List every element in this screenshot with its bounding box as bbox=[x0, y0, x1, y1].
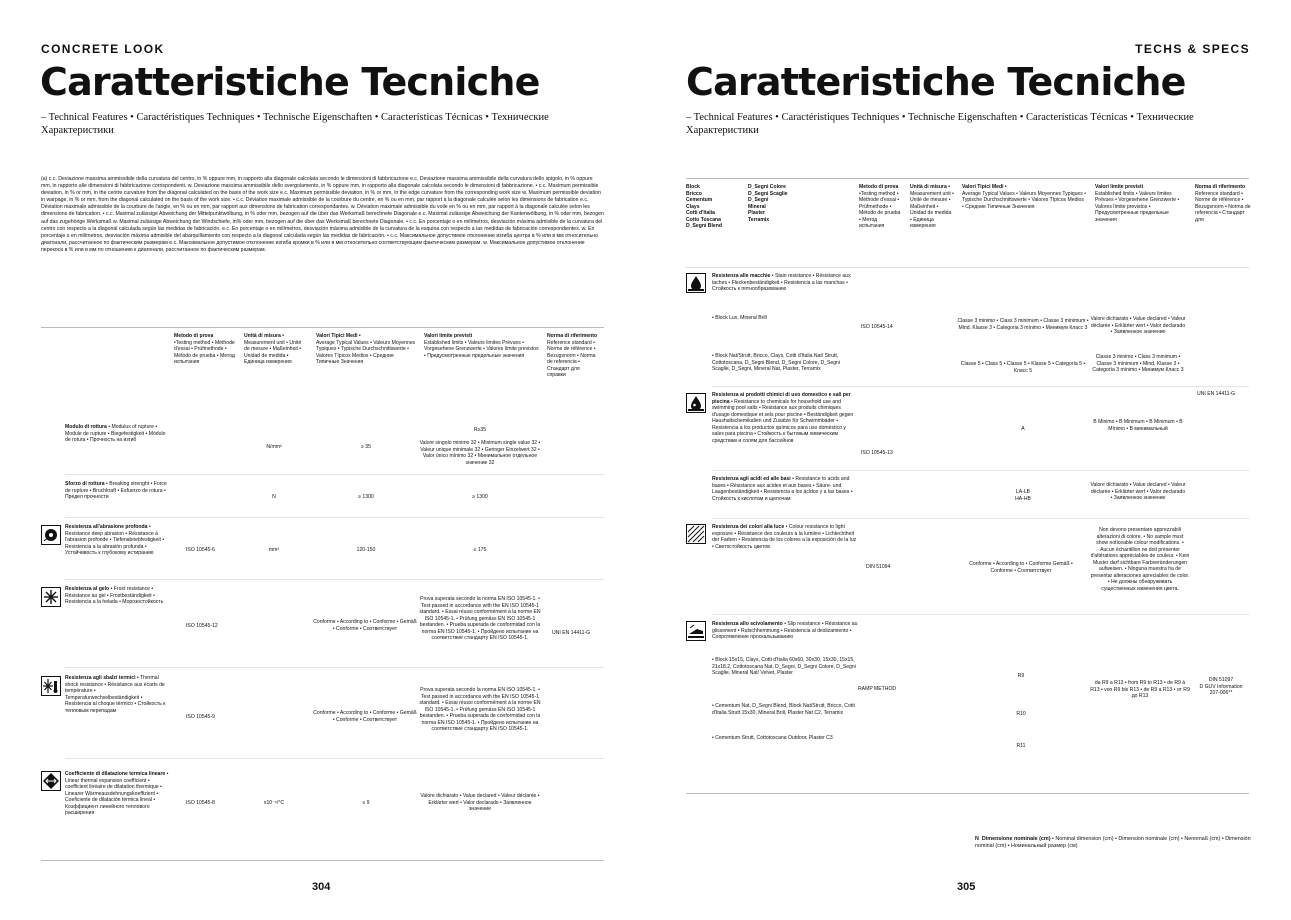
page-number: 305 bbox=[957, 881, 976, 893]
row-divider bbox=[65, 758, 604, 759]
table-bottom-rule bbox=[686, 793, 1249, 794]
limit-value: Classe 3 minimo • Class 3 minimum • Classe 3 minimum • Mind. Klasse 3 • Categoría 3 mínimo • Минимум Класс 3 bbox=[1092, 354, 1184, 373]
typical-value: Classe 5 • Class 5 • Classe 5 • Klasse 5 • Categoría 5 • Класс 5 bbox=[960, 361, 1086, 374]
slip-icon bbox=[686, 621, 706, 641]
limit-value: da R9 a R13 • from R9 to R13 • de R9 à R13 • von R9 bis R13 • de R9 a R13 • от R9 до R13 bbox=[1090, 680, 1190, 699]
thermal-shock-icon bbox=[41, 676, 61, 696]
header-limit: Valori limite previsti Established limits • Valeurs limites Prévues • Vorgesehene Grenzwerte • Valores límite previstos • Предусмотренные предельные значения bbox=[1095, 184, 1180, 223]
slip-product-group-3: • Cementum Strutt, Cottotoscana Outdoor, Plaster C3 bbox=[712, 735, 833, 741]
header-norm: Norma di riferimento Reference standard • Norme de référence • Bezugsnorm • Norma de referencia • Стандарт для справки bbox=[547, 333, 598, 378]
header-limit: Valori limite previsti Established limits • Valeurs limites Prévues • Vorgesehene Grenzwerte • Valores límite previstos • Предусмотренные предельные значения bbox=[424, 333, 539, 359]
typical-value: A bbox=[1021, 426, 1025, 432]
left-page bbox=[0, 0, 645, 920]
method-value: RAMP METHOD bbox=[858, 686, 897, 692]
limit-value: Prova superata secondo la norma EN ISO 10545-1. • Test passed in accordance with the EN ISO 10545-1 standard. • Essai réussi conformément à la norme EN ISO 10545-1. • Prüfung gemäss EN ISO 10545-1 bestanden. • Prueba superada de conformidad con la norma EN ISO 10545-1. • Пройдено испытание на соответствие стандарту EN ISO 10545-1. bbox=[419, 687, 541, 732]
limit-value: Valore singolo minimo 32 • Minimum single value 32 • Valeur unique minimale 32 • Geringer Einzelwert 32 • Valor único mínimo 32 • Минимальное отдельное значение 32 bbox=[419, 440, 541, 466]
row-divider bbox=[712, 470, 1249, 471]
norm-value: UNI EN 14411-G bbox=[552, 630, 591, 636]
header-unit: Unità di misura • Measurement unit • Unité de mesure • Maßeinheit • Unidad de medida • Единица измерения bbox=[910, 184, 954, 229]
stain-product-group-2: • Block Nat/Strutt, Bricco, Clays, Cotti d'Italia Nat/ Strutt, Cottotoscana, D_Segni Blend, D_Segni Colore, D_Segni Scaglie, D_Segni, Mineral Nat, Plaster, Terramix bbox=[712, 353, 840, 372]
table-top-rule bbox=[686, 178, 1249, 179]
property-light-resistance: Resistenza dei colori alla luce • Colour resistance to light exposure • Résistance des couleurs à la lumière • Lichtechtheit der Farben • Resistencia de los colores a la exposición de la luz • Светостойкость цветов bbox=[712, 524, 857, 550]
row-divider bbox=[712, 614, 1249, 615]
limit-value: Non devono presentare apprezzabili alterazioni di colore. • No sample must show noticeable colour modifications. • Aucun échantillon ne doit présenter d'altérations appréciables de couleur. • Kein Muster darf sichtbare Farbveränderungen aufweisen. • Ninguna muestra ha de presentar alteraciones apreciables de color. • Не должны обнаруживать существенных изменения цвета. bbox=[1090, 527, 1190, 592]
typical-value: Conforme • According to • Conforme • Gemäß • Conforme • Соответствует bbox=[313, 619, 417, 632]
table-bottom-rule bbox=[41, 860, 604, 861]
limit-value: B Minimo • B Minimum • B Minimum • B Mínimo • B минимальный bbox=[1093, 419, 1183, 432]
chemical-icon bbox=[686, 393, 706, 413]
right-page bbox=[646, 0, 1291, 920]
typical-value: Classe 3 minimo • Class 3 minimum • Classe 3 minimum • Mind. Klasse 3 • Categoria 3 mínimo • Минимум Класс 3 bbox=[957, 318, 1089, 331]
method-value: ISO 10545-13 bbox=[861, 450, 893, 456]
page-title: Caratteristiche Tecniche bbox=[686, 60, 1186, 104]
method-value: ISO 10545-12 bbox=[186, 623, 218, 629]
property-chemical-resistance: Resistenza ai prodotti chimici di uso domestico e sali per piscina • Resistance to chemicals for household use and swimming pool salts • Resistance aux produits chimiques d'usage domestique et sels pour piscine • Beständigkeit gegen Haushaltschemikalien und Zusätze für Schwimmbäder • Resistencia a los productos químicos para uso doméstico y sales para piscina • Стойкость к бытовым химическим средствам и солям для бассейнов bbox=[712, 392, 854, 444]
limit-value: ≤ 175 bbox=[473, 547, 487, 553]
product-list-1: Block Bricco Cementum Clays Cotti d'Italia Cotto Toscana D_Segni Blend bbox=[686, 184, 722, 229]
slip-product-group-1: • Block 15x15, Clays, Cotti d'Italia 60x60, 30x30, 15x30, 15x15, 21x18,2, Cottotoscana Nat, D_Segni, D_Segni Colore, D_Segni Scaglie, Mineral Nat/ Velvet, Plaster bbox=[712, 657, 856, 676]
frost-icon bbox=[41, 587, 61, 607]
typical-value: Conforme • According to • Conforme • Gemäß • Conforme • Соответствует bbox=[313, 710, 417, 723]
thermal-expansion-icon bbox=[41, 771, 61, 791]
header-norm: Norma di riferimento Reference standard • Norme de référence • Bezugsnorm • Norma de referencia • Стандарт для bbox=[1195, 184, 1251, 223]
norm-value: DIN 51097 D GUV Information 207-006** bbox=[1199, 677, 1243, 696]
unit-value: N bbox=[272, 494, 276, 500]
stain-product-group-1: • Block Lux, Mineral Brill bbox=[712, 315, 767, 321]
typical-value: LA-LB HA-HB bbox=[1015, 489, 1031, 502]
method-value: ISO 10545-8 bbox=[186, 800, 215, 806]
header-rule bbox=[686, 267, 1249, 268]
method-value: ISO 10545-14 bbox=[861, 324, 893, 330]
method-value: ISO 10545-9 bbox=[186, 714, 215, 720]
header-method: Metodo di prova •Testing method • Méthode d'essai • Prüfmethode • Método de prueba • Метод испытания bbox=[174, 333, 235, 365]
row-divider bbox=[65, 517, 604, 518]
row-divider bbox=[65, 579, 604, 580]
typical-value: ≤ 9 bbox=[362, 800, 370, 806]
limit-value: ≥ 1300 bbox=[472, 494, 488, 500]
property-thermal-shock: Resistenza agli sbalzi termici • Thermal shock resistance • Résistance aux écarts de température • Temperaturwechselbeständigkeit • Resistencia al choque térmico • Стойкость к тепловым перепадам bbox=[65, 675, 166, 714]
typical-value: R9 bbox=[1017, 673, 1025, 679]
unit-value: N/mm² bbox=[266, 444, 282, 450]
limit-value: Valore dichiarato • Value declared • Valeur déclarée • Erklärter wert • Valor declarado • Заявленное значение bbox=[1090, 482, 1186, 501]
property-thermal-expansion: Coefficiente di dilatazione termica lineare • Linear thermal expansion coefficient • coefficient linéaire de dilatation thermique • Linearer Wärmeausdehnungskoeffizient • Coeficiente de dilatación térmica lineal • Коэффициент линейного теплового расширения bbox=[65, 771, 169, 816]
table-top-rule bbox=[41, 327, 604, 328]
typical-value: 120-150 bbox=[356, 547, 376, 553]
row-divider bbox=[65, 474, 604, 475]
property-stain-resistance: Resistenza alle macchie • Stain resistance • Résistance aux taches • Fleckenbeständigkeit • Resistencia a las manchas • Стойкость к пятнообразованию bbox=[712, 273, 851, 292]
typical-value: ≥ 1300 bbox=[358, 494, 374, 500]
header-method: Metodo di prova •Testing method • Méthode d'essai • Prüfmethode • Método de prueba • Метод испытания bbox=[859, 184, 901, 229]
header-typical: Valori Tipici Medi • Average Typical Values • Valeurs Moyennes Typiques • Typische Durchschnittswerte • Valores Típicos Medios • Средние Типичные Значения bbox=[962, 184, 1086, 210]
slip-product-group-2: • Cementum Nat, D_Segni Blend, Block Nat/Strutt, Bricco, Cotti d'Italia Strutt 15x30, Mineral Brill, Plaster Nat C2, Terramix bbox=[712, 703, 855, 716]
stain-icon bbox=[686, 273, 706, 293]
method-value: DIN 51094 bbox=[866, 564, 891, 570]
light-icon bbox=[686, 524, 706, 544]
section-kicker: CONCRETE LOOK bbox=[41, 42, 165, 56]
unit-value: x10⁻⁶/°C bbox=[263, 800, 285, 806]
property-deep-abrasion: Resistenza all'abrasione profonda • Resistance deep abrasion • Résistance à l'abrasion profonde • Tiefenabriebfestigkeit • Resistencia a la abrasión profunda • Устойчивость к глубокому истиранию bbox=[65, 524, 165, 556]
row-divider bbox=[712, 518, 1249, 519]
property-frost-resistance: Resistenza al gelo • Frost resistance • Résistance au gel • Frostbeständigkeit • Resistencia a la helada • Морозостойкость bbox=[65, 586, 164, 605]
property-breaking-strength: Sforzo di rottura • Breaking strenght • Force de rupture • Bruchkraft • Esfuerzo de rotura • Предел прочности bbox=[65, 481, 167, 500]
page-title: Caratteristiche Tecniche bbox=[40, 60, 540, 104]
property-modulus-of-rupture: Modulo di rottura • Modulus of rupture • Module de rupture • Biegefestigkeit • Módulo de rotura • Прочность на изгиб bbox=[65, 424, 166, 443]
typical-value: R11 bbox=[1016, 743, 1026, 749]
section-kicker: TECHS & SPECS bbox=[1135, 42, 1250, 56]
norm-value: UNI EN 14411-G bbox=[1197, 391, 1236, 397]
product-list-2: D_Segni Colore D_Segni Scaglie D_Segni Mineral Plaster Terramix bbox=[748, 184, 788, 223]
header-unit: Unità di misura • Measurement unit • Unité de mesure • Maßeinheit • Unidad de medida • Единица измерения bbox=[244, 333, 302, 365]
dimension-note: N Dimensione nominale (cm) • Nominal dimension (cm) • Dimension nominale (cm) • Nennmaß (cm) • Dimensión nominal (cm) • Номинальный размер (см) bbox=[975, 836, 1251, 849]
abrasion-icon bbox=[41, 525, 61, 545]
typical-value: Conforme • According to • Conforme Gemäß • Conforme • Соответствует bbox=[969, 561, 1073, 574]
limit-value: Prova superata secondo la norma EN ISO 10545-1. • Test passed in accordance with the EN ISO 10545-1 standard. • Essai réussi conformément à la norme EN ISO 10545-1. • Prüfung gemäss EN ISO 10545-1 bestanden. • Prueba superada de conformidad con la norma EN ISO 10545-1. • Пройдено испытание на соответствие стандарту EN ISO 10545-1. bbox=[419, 596, 541, 641]
row-divider bbox=[65, 667, 604, 668]
page-number: 304 bbox=[312, 881, 331, 893]
property-acid-resistance: Resistenza agli acidi ed alle basi • Resistance to acids and bases • Résistance aux acides et aux bases • Säure- und Laugenbeständigkeit • Resistencia a los ácidos y a las bases • Стойкость к кислотам и щелочам bbox=[712, 476, 853, 502]
unit-value: mm³ bbox=[268, 547, 280, 553]
row-divider bbox=[712, 386, 1249, 387]
typical-value: R10 bbox=[1016, 711, 1026, 717]
limit-value: Valore dichiarato • Value declared • Valeur déclarée • Erklärter wert • Valor declarado • Заявленное значение bbox=[420, 793, 540, 812]
property-slip-resistance: Resistenza allo scivolamento • Slip resistance • Résistance au glissement • Rutschhemmung • Resistencia al deslizamiento • Сопротивление проскальзыванию bbox=[712, 621, 858, 640]
method-value: ISO 10545-6 bbox=[186, 547, 215, 553]
limit-value: Valore dichiarato • Value declared • Valeur déclarée • Erklärter wert • Valor declarado • Заявленное значение bbox=[1090, 316, 1186, 335]
limit-top-value: R≥35 bbox=[473, 427, 487, 433]
page-subtitle: – Technical Features • Caractéristiques Techniques • Technische Eigenschaften • Características Técnicas • Технические Характеристики bbox=[41, 112, 549, 136]
footnote-text: (a) c.c. Deviazione massima ammissibile della curvatura del centro, in % oppure mm, in rapporto alla diagonale calcolata secondo le dimensioni di fabbricazione e.c. Deviazione massima ammissibile della curvatura dello spigolo, in % oppure mm, in rapporto alle dimensioni di fabbricazione corrispondenti. w. Deviazione massima ammissibile dello svergolamento, in % oppure mm, in rapporto alla diagonale calcolata secondo le dimensioni di fabbricazione. • c.c. Maximum permissible deviation, in % or mm, in the centre curvature from the diagonal calculated on the basis of the work size e.c. Maximum permissible deviation, in % or mm, in the edge curvature from the corresponding work size w. Maximum permissible deviation in warpage, in % or mm, from the diagonal calculated on the basis of the work size. • c.c. Déviation maximale admissible de la courbure du centre, en % ou en mm, par rapport à la diagonale calculée selon les dimensions de fabrication e.c. Déviation maximale admissible de la courbure de l'angle, en % ou en mm, par rapport aux dimensions de fabrication correspondantes. w. Déviation maximale admissible du voile en % ou en mm, par rapport à la diagonale calculée selon les dimensions de fabrication. • c.c. Maximal zulässige Abweichung der Mittelpunktwölbung, in % oder mm, bezogen auf die über das Werksmaß berechnete Diagonale e.c. Maximal zulässige Abweichung der Kantenwölbung, in % oder mm, bezogen auf das zugehörige Werksmaß w. Maximal zulässige Abweichung der Windschiefe, in% oder mm, bezogen auf die über das Werksmaß berechnete Diagonale. • c.c. En porcentaje o en milímetros, desviación máxima admisible de la curvatura del centro con respecto a la diagonal calculada según las medidas de fabricación. e.c. En porcentaje o en milímetros, desviación máxima admisible de la curvatura de la esquina con respecto a las medidas de fabricación correspondientes. w. En porcentaje o en milímetros, desviación máxima admisible del abarquillamiento con respecto a la diagonal calculada según las medidas de fabricación. • c.c. Максимальное допустимое отклонение изгиба центра в % или в мм относительно диагонали, рассчитанное по фактическим размерам e.c. Максимальное допустимое отклонение изгиба кромки в % или в мм относительно соответствующим фактическим размерам. w. Максимальное допустимое отклонение перекоса в % или в мм по отношению к диагонали, рассчитанное по фактическим размерам. bbox=[41, 176, 604, 253]
header-typical: Valori Tipici Medi • Average Typical Values • Valeurs Moyennes Typiques • Typische Durchschnittswerte • Valores Típicos Medios • Средние Типичные Значения bbox=[316, 333, 416, 365]
typical-value: ≥ 35 bbox=[361, 444, 371, 450]
page-subtitle: – Technical Features • Caractéristiques Techniques • Technische Eigenschaften • Características Técnicas • Технические Характеристики bbox=[686, 112, 1194, 136]
